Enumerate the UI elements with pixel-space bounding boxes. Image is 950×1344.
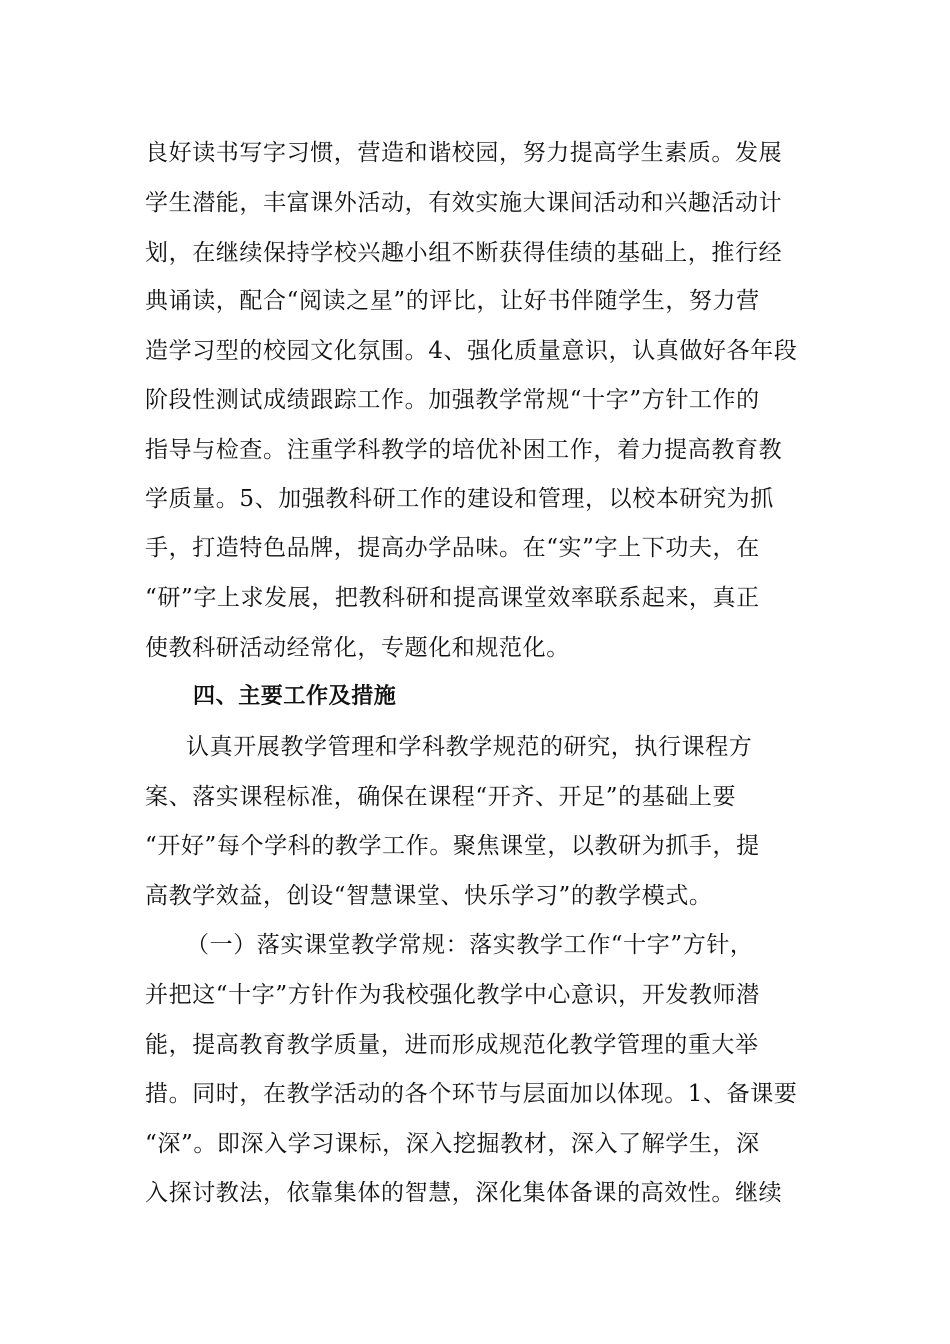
text-line-14: 案、落实课程标准，确保在课程“开齐、开足”的基础上要 [145,784,737,810]
text-line-15: “开好”每个学科的教学工作。聚焦课堂，以教研为抓手，提 [145,833,760,859]
text-line-7: 指导与检查。注重学科教学的培优补困工作，着力提高教育教 [145,437,783,463]
text-line-8: 学质量。5、加强教科研工作的建设和管理，以校本研究为抓 [145,486,774,512]
text-line-21: “深”。即深入学习课标，深入挖掘教材，深入了解学生，深 [145,1131,760,1157]
text-line-1: 良好读书写字习惯，营造和谐校园，努力提高学生素质。发展 [145,140,783,166]
text-line-5: 造学习型的校园文化氛围。4、强化质量意识，认真做好各年段 [145,338,798,364]
text-line-10: “研”字上求发展，把教科研和提高课堂效率联系起来，真正 [145,585,760,611]
text-line-6: 阶段性测试成绩跟踪工作。加强教学常规“十字”方针工作的 [145,387,760,413]
text-line-17: （一）落实课堂教学常规：落实教学工作“十字”方针， [186,932,754,958]
text-line-3: 划，在继续保持学校兴趣小组不断获得佳绩的基础上，推行经 [145,240,783,266]
text-line-22: 入探讨教法，依靠集体的智慧，深化集体备课的高效性。继续 [145,1180,783,1206]
text-line-16: 高教学效益，创设“智慧课堂、快乐学习”的教学模式。 [145,883,713,909]
text-line-18: 并把这“十字”方针作为我校强化教学中心意识，开发教师潜 [145,982,760,1008]
text-line-11: 使教科研活动经常化，专题化和规范化。 [145,635,570,661]
text-line-13: 认真开展教学管理和学科教学规范的研究，执行课程方 [186,734,753,760]
section-heading: 四、主要工作及措施 [193,684,397,709]
text-line-20: 措。同时，在教学活动的各个环节与层面加以体现。1、备课要 [145,1081,798,1107]
text-line-4: 典诵读，配合“阅读之星”的评比，让好书伴随学生，努力营 [145,288,760,314]
text-line-19: 能，提高教育教学质量，进而形成规范化教学管理的重大举 [145,1032,759,1058]
text-line-9: 手，打造特色品牌，提高办学品味。在“实”字上下功夫，在 [145,535,760,561]
text-line-2: 学生潜能，丰富课外活动，有效实施大课间活动和兴趣活动计 [145,190,783,216]
